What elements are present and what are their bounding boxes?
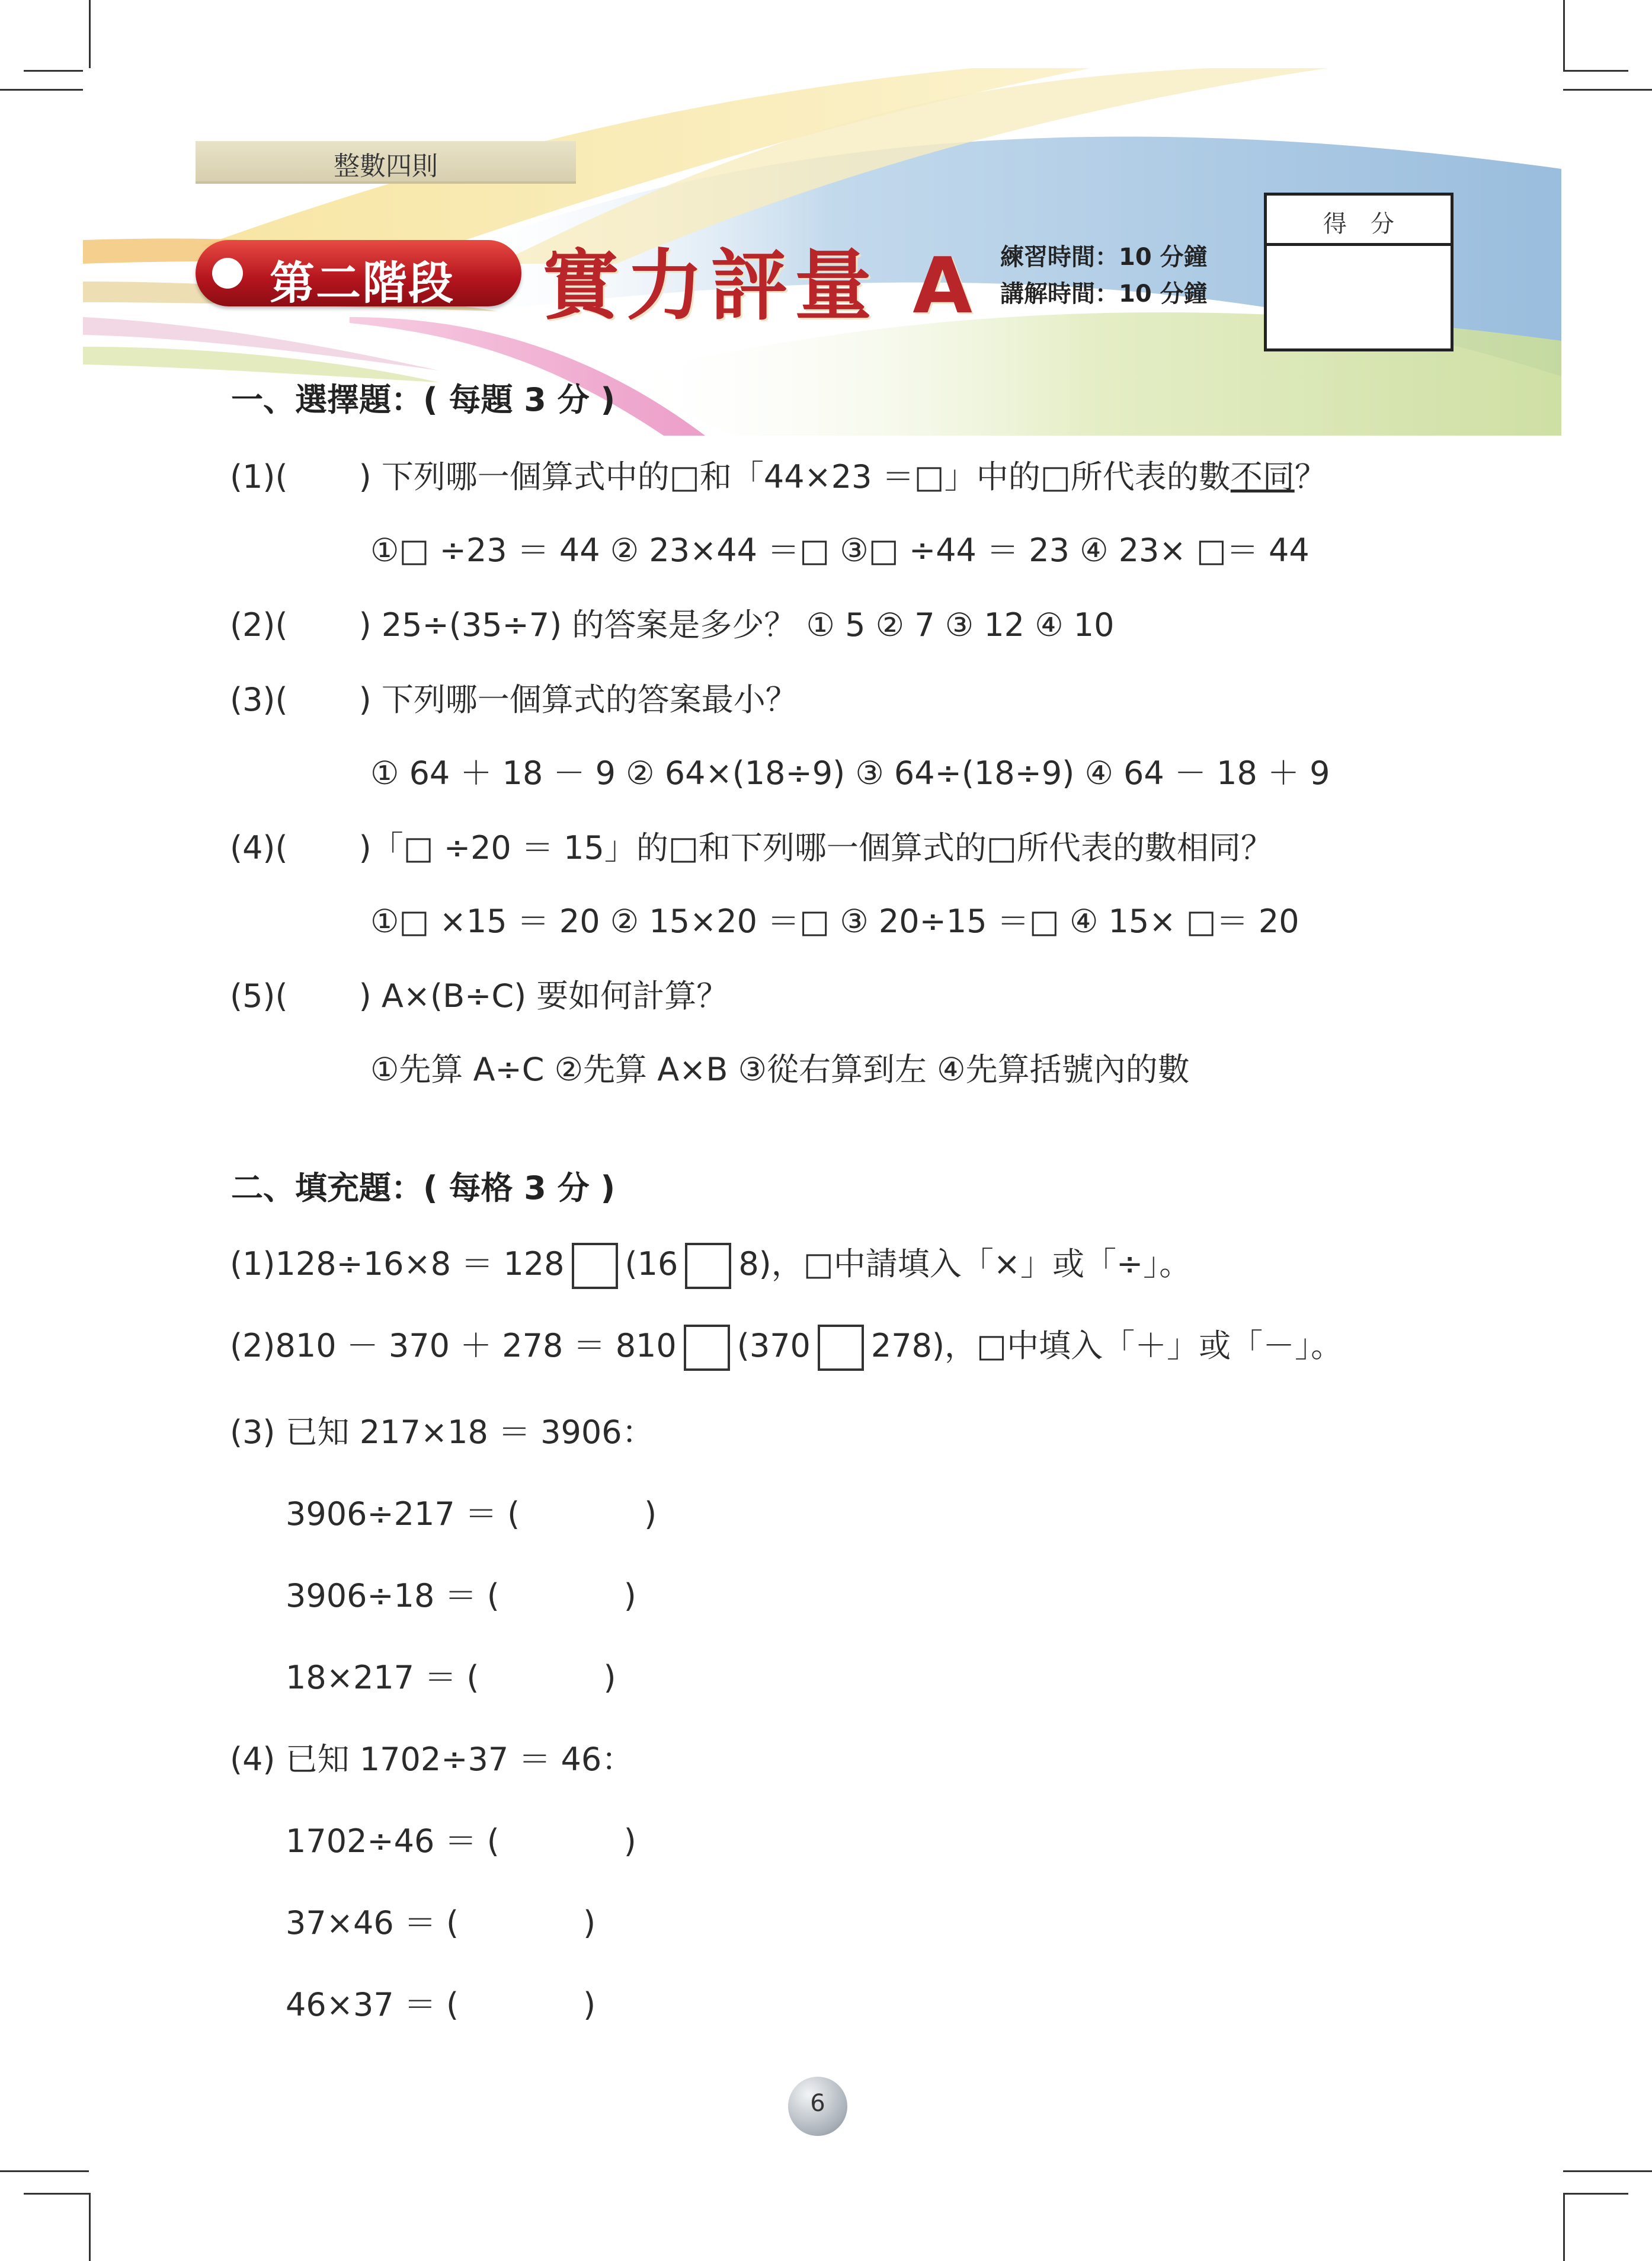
operator-box[interactable] bbox=[684, 1325, 730, 1371]
question-5 bbox=[230, 971, 728, 1016]
question-text: 278)，□中填入「＋」或「－」。 bbox=[870, 1327, 1343, 1364]
section-heading-fill: 二、填充題：( 每格 3 分 ) bbox=[231, 1169, 616, 1207]
question-text: 8)，□中請填入「×」或「÷」。 bbox=[738, 1245, 1192, 1283]
crop-mark bbox=[1563, 2193, 1565, 2261]
crop-mark bbox=[1563, 70, 1628, 72]
section-heading-choice: 一、選擇題：( 每題 3 分 ) bbox=[231, 381, 616, 418]
close-paren: ) bbox=[603, 1659, 616, 1696]
underlined-text: 不同 bbox=[1230, 458, 1295, 495]
question-number: (2)( bbox=[230, 606, 288, 644]
fill-item bbox=[286, 1979, 596, 2025]
question-1 bbox=[230, 452, 1327, 497]
question-text-end: ？ bbox=[1294, 458, 1327, 495]
score-header bbox=[1267, 196, 1451, 246]
fill-question-3-intro: (3) 已知 217×18 ＝ 3906： bbox=[230, 1413, 654, 1451]
page-number: 6 bbox=[810, 2090, 825, 2117]
crop-mark bbox=[89, 0, 91, 70]
question-3 bbox=[230, 674, 798, 720]
question-text: A×(B÷C) 要如何計算？ bbox=[381, 977, 729, 1015]
question-number: (5)( bbox=[230, 977, 288, 1015]
question-text: (1)128÷16×8 ＝ 128 bbox=[230, 1245, 565, 1283]
question-text: 「□ ÷20 ＝ 15」的□和下列哪一個算式的□所代表的數相同？ bbox=[371, 829, 1273, 866]
bullet-dot-icon bbox=[212, 258, 243, 289]
crop-mark bbox=[1563, 2193, 1628, 2195]
close-paren: ) bbox=[623, 1577, 636, 1614]
question-number: (3)( bbox=[230, 681, 288, 718]
equation-text: 46×37 ＝ ( bbox=[286, 1986, 459, 2023]
practice-time: 練習時間：10 分鐘 bbox=[1000, 244, 1208, 271]
question-2 bbox=[230, 600, 1115, 645]
fill-question-1 bbox=[230, 1239, 1191, 1289]
page-title: 實力評量 A bbox=[542, 241, 979, 331]
crop-mark bbox=[1563, 0, 1565, 70]
fill-item bbox=[286, 1898, 596, 1943]
question-text: (16 bbox=[625, 1245, 678, 1283]
chapter-tab-label: 整數四則 bbox=[334, 151, 438, 181]
question-4 bbox=[230, 823, 1273, 868]
question-1-options: ①□ ÷23 ＝ 44 ② 23×44 ＝□ ③□ ÷44 ＝ 23 ④ 23× □＝ 44 bbox=[370, 532, 1310, 569]
question-paren: ) bbox=[358, 681, 372, 718]
question-4-options: ①□ ×15 ＝ 20 ② 15×20 ＝□ ③ 20÷15 ＝□ ④ 15× □＝ 20 bbox=[370, 903, 1299, 940]
fill-item bbox=[286, 1816, 636, 1862]
page-number-badge bbox=[788, 2077, 847, 2136]
operator-box[interactable] bbox=[685, 1243, 731, 1289]
score-label: 得分 bbox=[1323, 210, 1418, 238]
explain-time: 講解時間：10 分鐘 bbox=[1000, 280, 1208, 308]
operator-box[interactable] bbox=[572, 1243, 618, 1289]
question-text: 下列哪一個算式的答案最小？ bbox=[381, 681, 798, 718]
crop-mark bbox=[89, 2193, 91, 2261]
fill-item bbox=[286, 1489, 657, 1534]
equation-text: 18×217 ＝ ( bbox=[286, 1659, 479, 1696]
close-paren: ) bbox=[583, 1986, 596, 2023]
stage-label: 第二階段 bbox=[270, 257, 454, 309]
fill-question-4-intro: (4) 已知 1702÷37 ＝ 46： bbox=[230, 1741, 634, 1778]
question-paren: ) bbox=[358, 977, 372, 1015]
question-paren: ) bbox=[358, 458, 372, 495]
question-text: 下列哪一個算式中的□和「44×23 ＝□」中的□所代表的數 bbox=[381, 458, 1231, 495]
operator-box[interactable] bbox=[818, 1325, 864, 1371]
equation-text: 1702÷46 ＝ ( bbox=[286, 1822, 500, 1860]
crop-mark bbox=[0, 89, 89, 91]
score-box[interactable] bbox=[1264, 193, 1453, 351]
fill-question-2 bbox=[230, 1320, 1343, 1371]
question-text: (2)810 － 370 ＋ 278 ＝ 810 bbox=[230, 1327, 677, 1364]
equation-text: 3906÷217 ＝ ( bbox=[286, 1495, 520, 1533]
fill-item bbox=[286, 1652, 616, 1698]
close-paren: ) bbox=[583, 1904, 596, 1942]
question-text: (370 bbox=[737, 1327, 811, 1364]
chapter-tab bbox=[196, 141, 576, 184]
crop-mark bbox=[24, 70, 91, 72]
question-paren: ) bbox=[358, 606, 372, 644]
question-5-options: ①先算 A÷C ②先算 A×B ③從右算到左 ④先算括號內的數 bbox=[370, 1051, 1190, 1088]
crop-mark bbox=[0, 2170, 89, 2172]
crop-mark bbox=[1563, 89, 1652, 91]
question-paren: ) bbox=[358, 829, 372, 866]
close-paren: ) bbox=[623, 1822, 636, 1860]
stage-badge bbox=[196, 240, 521, 309]
close-paren: ) bbox=[644, 1495, 657, 1533]
equation-text: 37×46 ＝ ( bbox=[286, 1904, 459, 1942]
crop-mark bbox=[1563, 2170, 1652, 2172]
fill-item bbox=[286, 1571, 636, 1616]
question-number: (4)( bbox=[230, 829, 288, 866]
crop-mark bbox=[24, 2193, 91, 2195]
question-text: 25÷(35÷7) 的答案是多少？ ① 5 ② 7 ③ 12 ④ 10 bbox=[381, 606, 1115, 644]
question-3-options: ① 64 ＋ 18 － 9 ② 64×(18÷9) ③ 64÷(18÷9) ④ 64 － 18 ＋ 9 bbox=[370, 754, 1330, 792]
question-number: (1)( bbox=[230, 458, 288, 495]
equation-text: 3906÷18 ＝ ( bbox=[286, 1577, 500, 1614]
